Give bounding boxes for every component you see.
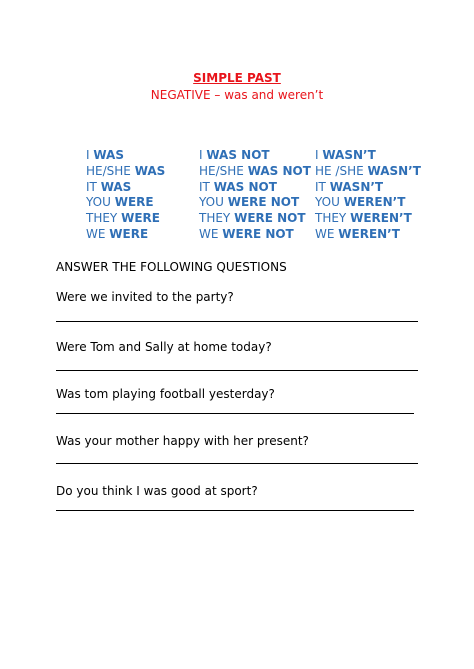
affirmative-row: YOU WERE	[86, 195, 154, 210]
negative-full-row: THEY WERE NOT	[199, 211, 306, 226]
negative-full-row: HE/SHE WAS NOT	[199, 163, 311, 178]
negative-full-row: YOU WERE NOT	[199, 195, 300, 210]
worksheet-title: SIMPLE PAST	[193, 71, 281, 85]
affirmative-row: HE/SHE WAS	[86, 163, 166, 178]
negative-contracted-row: THEY WEREN’T	[315, 211, 412, 226]
conjugation-table	[0, 148, 474, 248]
worksheet-subtitle: NEGATIVE – was and weren’t	[150, 88, 324, 102]
negative-contracted-row: YOU WEREN’T	[315, 195, 406, 210]
negative-contracted-row: HE /SHE WASN’T	[315, 163, 421, 178]
affirmative-row: WE WERE	[86, 226, 149, 241]
negative-full-column	[199, 148, 311, 243]
exercise-heading: ANSWER THE FOLLOWING QUESTIONS	[56, 260, 287, 274]
negative-full-row: WE WERE NOT	[199, 226, 294, 241]
affirmative-row: IT WAS	[86, 179, 132, 194]
answer-line-2[interactable]	[56, 370, 418, 371]
affirmative-row: I WAS	[86, 148, 124, 162]
answer-line-1[interactable]	[56, 321, 418, 322]
negative-full-row: IT WAS NOT	[199, 179, 277, 194]
affirmative-column	[86, 148, 165, 243]
question-3: Was tom playing football yesterday?	[56, 387, 275, 401]
question-4: Was your mother happy with her present?	[56, 434, 309, 448]
answer-line-5[interactable]	[56, 510, 414, 511]
negative-contracted-row: WE WEREN’T	[315, 226, 400, 241]
question-1: Were we invited to the party?	[56, 290, 234, 304]
negative-contracted-column	[315, 148, 421, 243]
question-5: Do you think I was good at sport?	[56, 484, 258, 498]
negative-contracted-row: I WASN’T	[315, 148, 376, 162]
negative-contracted-row: IT WASN’T	[315, 179, 384, 194]
affirmative-row: THEY WERE	[86, 211, 160, 226]
answer-line-3[interactable]	[56, 413, 414, 414]
question-2: Were Tom and Sally at home today?	[56, 340, 272, 354]
answer-line-4[interactable]	[56, 463, 418, 464]
negative-full-row: I WAS NOT	[199, 148, 270, 162]
